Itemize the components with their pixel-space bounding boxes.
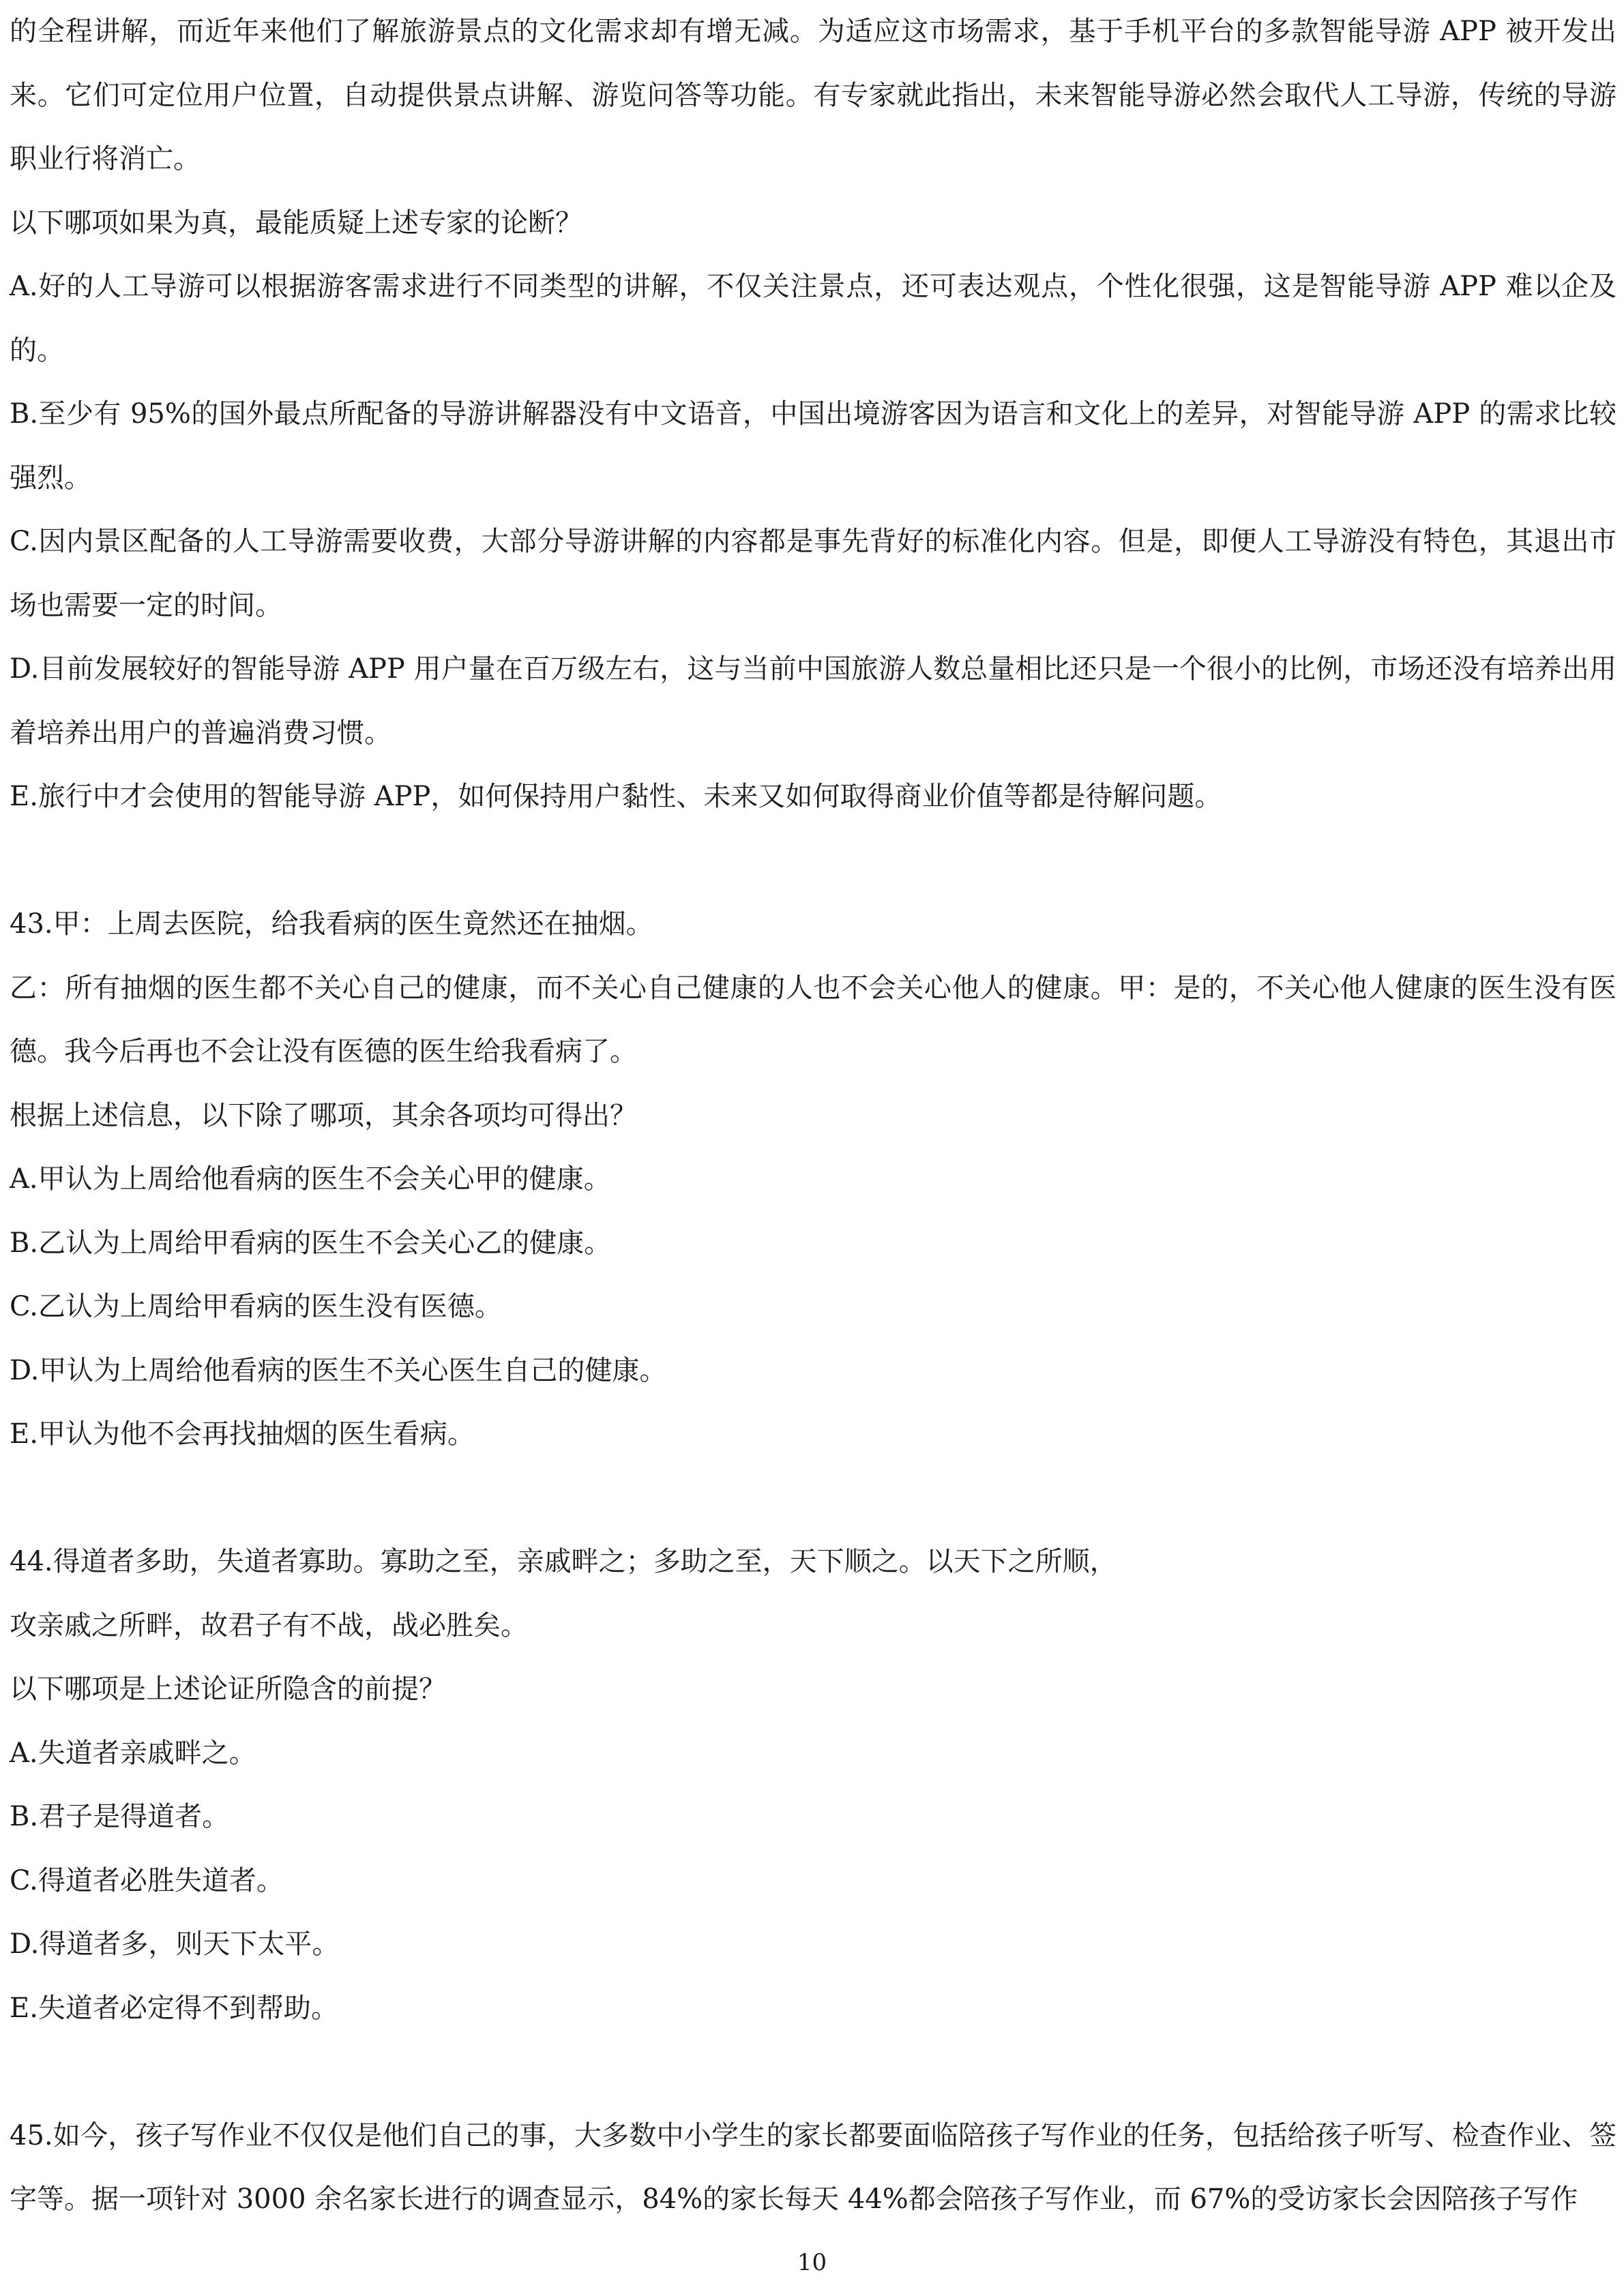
exam-page-content [10,0,1616,2232]
option-b: B.君子是得道者。 [10,1801,230,1832]
question-stem-line-2: 攻亲戚之所畔，故君子有不战，战必胜矣。 [10,1609,528,1641]
option-a: A.好的人工导游可以根据游客需求进行不同类型的讲解，不仅关注景点，还可表达观点，个性化很强，这是智能导游 APP 难以企及的。 [10,271,1616,366]
question-spacer [10,829,1616,893]
question-spacer [10,1467,1616,1531]
question-stem: 45.如今，孩子写作业不仅仅是他们自己的事，大多数中小学生的家长都要面临陪孩子写作业的任务，包括给孩子听写、检查作业、签字等。据一项针对 3000 余名家长进行的调查显示，84%的家长每天 44%都会陪孩子写作业，而 67%的受访家长会因陪孩子写作 [10,2119,1616,2215]
option-d: D.目前发展较好的智能导游 APP 用户量在百万级左右，这与当前中国旅游人数总量相比还只是一个很小的比例，市场还没有培养出用着培养出用户的普遍消费习惯。 [10,653,1616,749]
option-e: E.失道者必定得不到帮助。 [10,1992,338,2024]
question-stem: 的全程讲解，而近年来他们了解旅游景点的文化需求却有增无减。为适应这市场需求，基于手机平台的多款智能导游 APP 被开发出来。它们可定位用户位置，自动提供景点讲解、游览问答等功能。有专家就此指出，未来智能导游必然会取代人工导游，传统的导游职业行将消亡。 [10,16,1616,175]
question-stem-line-1: 44.得道者多助，失道者寡助。寡助之至，亲戚畔之；多助之至，天下顺之。以天下之所顺， [10,1546,1117,1577]
option-b: B.至少有 95%的国外最点所配备的导游讲解器没有中文语音，中国出境游客因为语言和文化上的差异，对智能导游 APP 的需求比较强烈。 [10,398,1616,494]
question-spacer [10,2040,1616,2104]
option-b: B.乙认为上周给甲看病的医生不会关心乙的健康。 [10,1227,612,1259]
option-c: C.得道者必胜失道者。 [10,1864,284,1896]
question-44 [10,1530,1616,2040]
option-c: C.因内景区配备的人工导游需要收费，大部分导游讲解的内容都是事先背好的标准化内容。但是，即便人工导游没有特色，其退出市场也需要一定的时间。 [10,526,1616,621]
question-stem-line-2: 乙：所有抽烟的医生都不关心自己的健康，而不关心自己健康的人也不会关心他人的健康。甲：是的，不关心他人健康的医生没有医德。我今后再也不会让没有医德的医生给我看病了。 [10,972,1616,1067]
page-number: 10 [797,2249,827,2276]
question-stem-line-1: 43.甲：上周去医院，给我看病的医生竟然还在抽烟。 [10,908,653,940]
option-c: C.乙认为上周给甲看病的医生没有医德。 [10,1291,502,1322]
question-43 [10,893,1616,1467]
option-a: A.失道者亲戚畔之。 [10,1737,256,1769]
question-45 [10,2104,1616,2232]
question-prompt: 以下哪项是上述论证所隐含的前提？ [10,1673,446,1705]
question-prompt: 以下哪项如果为真，最能质疑上述专家的论断？ [10,207,582,239]
question-42-continued [10,0,1616,829]
option-d: D.甲认为上周给他看病的医生不关心医生自己的健康。 [10,1354,667,1386]
option-d: D.得道者多，则天下太平。 [10,1928,340,1960]
question-prompt: 根据上述信息，以下除了哪项，其余各项均可得出？ [10,1099,637,1131]
option-e: E.甲认为他不会再找抽烟的医生看病。 [10,1418,475,1450]
option-e: E.旅行中才会使用的智能导游 APP，如何保持用户黏性、未来又如何取得商业价值等都是待解问题。 [10,781,1222,812]
option-a: A.甲认为上周给他看病的医生不会关心甲的健康。 [10,1163,611,1195]
